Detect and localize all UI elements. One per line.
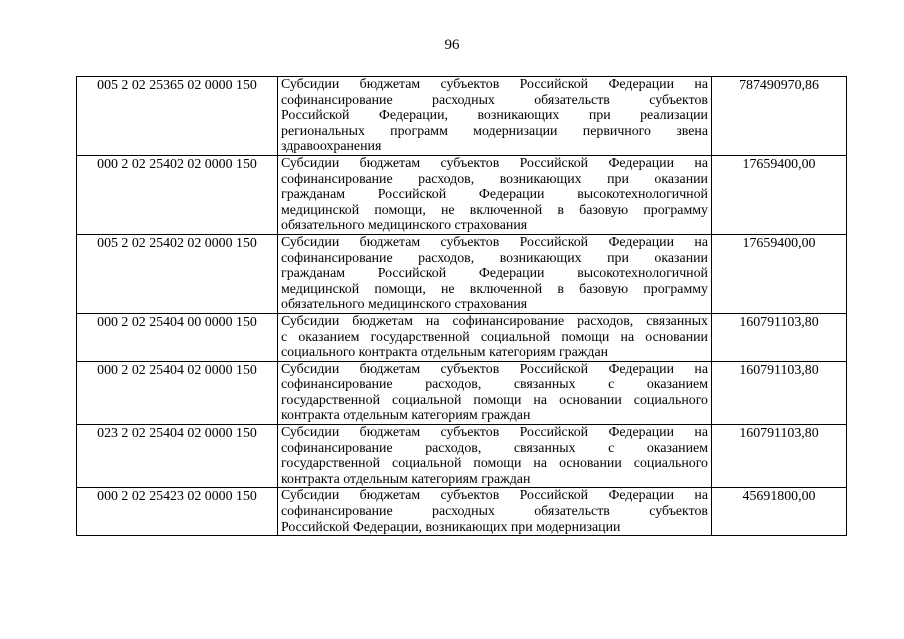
description-cell xyxy=(278,361,712,424)
amount-cell: 787490970,86 xyxy=(712,77,847,156)
description-line: контракта отдельным категориям граждан xyxy=(281,408,531,424)
description-line: софинансирование расходных обязательств субъектов xyxy=(281,504,708,520)
budget-code-cell: 000 2 02 25402 02 0000 150 xyxy=(77,155,278,234)
description-line: государственной социальной помощи на основании социального xyxy=(281,456,708,472)
description-line: государственной социальной помощи на основании социального xyxy=(281,392,708,408)
description-line: Субсидии бюджетам на софинансирование расходов, связанных xyxy=(281,313,708,329)
description-line: Субсидии бюджетам субъектов Российской Федерации на xyxy=(281,234,708,250)
description-line: медицинской помощи, не включенной в базовую программу xyxy=(281,281,708,297)
table-row xyxy=(77,361,847,424)
budget-code-cell: 023 2 02 25404 02 0000 150 xyxy=(77,425,278,488)
amount-cell: 17659400,00 xyxy=(712,155,847,234)
budget-code-cell: 000 2 02 25404 02 0000 150 xyxy=(77,361,278,424)
amount-cell: 160791103,80 xyxy=(712,313,847,361)
budget-classification-table xyxy=(76,76,847,536)
table-row xyxy=(77,155,847,234)
description-cell xyxy=(278,155,712,234)
description-line: Субсидии бюджетам субъектов Российской Федерации на xyxy=(281,425,708,441)
description-cell xyxy=(278,488,712,536)
description-line: Субсидии бюджетам субъектов Российской Федерации на xyxy=(281,155,708,171)
amount-cell: 17659400,00 xyxy=(712,234,847,313)
description-line: софинансирование расходов, связанных с оказанием xyxy=(281,377,708,393)
description-line: контракта отдельным категориям граждан xyxy=(281,471,531,487)
table-body xyxy=(77,77,847,536)
description-line: Субсидии бюджетам субъектов Российской Федерации на xyxy=(281,361,708,377)
description-line: с оказанием государственной социальной помощи на основании xyxy=(281,329,708,345)
amount-cell: 45691800,00 xyxy=(712,488,847,536)
page-number: 96 xyxy=(444,37,460,53)
description-line: медицинской помощи, не включенной в базовую программу xyxy=(281,202,708,218)
budget-code-cell: 000 2 02 25423 02 0000 150 xyxy=(77,488,278,536)
description-line: софинансирование расходов, связанных с оказанием xyxy=(281,440,708,456)
budget-code-cell: 000 2 02 25404 00 0000 150 xyxy=(77,313,278,361)
description-line: софинансирование расходов, возникающих при оказании xyxy=(281,171,708,187)
description-line: софинансирование расходных обязательств субъектов xyxy=(281,92,708,108)
description-line: социального контракта отдельным категориям граждан xyxy=(281,345,609,361)
description-cell xyxy=(278,425,712,488)
description-line: обязательного медицинского страхования xyxy=(281,218,528,234)
description-cell xyxy=(278,313,712,361)
description-line: обязательного медицинского страхования xyxy=(281,297,528,313)
description-line: Российской Федерации, возникающих при реализации xyxy=(281,108,708,124)
amount-cell: 160791103,80 xyxy=(712,361,847,424)
table-row xyxy=(77,425,847,488)
description-line: региональных программ модернизации первичного звена xyxy=(281,123,708,139)
table-row xyxy=(77,234,847,313)
description-cell xyxy=(278,234,712,313)
description-line: Субсидии бюджетам субъектов Российской Федерации на xyxy=(281,488,708,504)
description-line: здравоохранения xyxy=(281,139,382,155)
budget-code-cell: 005 2 02 25402 02 0000 150 xyxy=(77,234,278,313)
description-line: Субсидии бюджетам субъектов Российской Федерации на xyxy=(281,77,708,92)
table-row xyxy=(77,488,847,536)
budget-code-cell: 005 2 02 25365 02 0000 150 xyxy=(77,77,278,156)
description-line: гражданам Российской Федерации высокотехнологичной xyxy=(281,266,708,282)
description-cell xyxy=(278,77,712,156)
description-line: гражданам Российской Федерации высокотехнологичной xyxy=(281,187,708,203)
description-line: Российской Федерации, возникающих при модернизации xyxy=(281,519,621,535)
description-line: софинансирование расходов, возникающих при оказании xyxy=(281,250,708,266)
amount-cell: 160791103,80 xyxy=(712,425,847,488)
table-row xyxy=(77,77,847,156)
table-row xyxy=(77,313,847,361)
